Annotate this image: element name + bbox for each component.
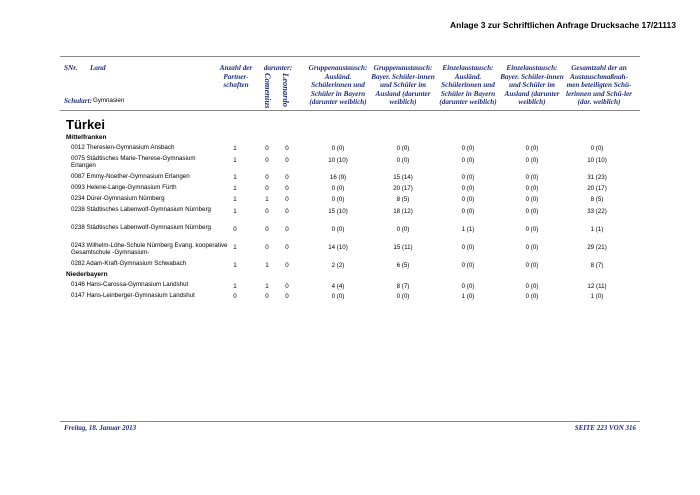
einz-ausl-cell: 0 (0)	[461, 244, 475, 251]
anzahl-cell: 1	[233, 157, 237, 164]
school-name: 0238 Städtisches Labenwolf-Gymnasium Nürnberg	[71, 224, 211, 231]
grp-bay-cell: 8 (5)	[396, 196, 410, 203]
schulart-label: Schulart:	[64, 97, 92, 105]
einz-bay-cell: 0 (0)	[525, 208, 539, 215]
einz-ausl-cell: 0 (0)	[461, 283, 475, 290]
einz-bay-cell: 0 (0)	[525, 283, 539, 290]
gesamt-cell: 31 (23)	[587, 174, 607, 181]
grp-ausl-cell: 4 (4)	[331, 283, 345, 290]
school-name: 0282 Adam-Kraft-Gymnasium Schwabach	[71, 260, 187, 267]
gesamt-cell: 20 (17)	[587, 185, 607, 192]
gesamt-cell: 10 (10)	[587, 157, 607, 164]
anzahl-cell: 1	[233, 196, 237, 203]
grp-bay-cell: 0 (0)	[396, 226, 410, 233]
einz-bay-cell: 0 (0)	[525, 293, 539, 300]
school-name: 0012 Theresien-Gymnasium Ansbach	[71, 144, 175, 151]
school-name: 0075 Städtisches Marie-Therese-Gymnasium Erlangen	[71, 155, 196, 170]
grp-ausl-cell: 14 (10)	[328, 244, 348, 251]
grp-ausl-cell: 15 (10)	[328, 208, 348, 215]
col-header-gesamt: Gesamtzahl der an Austauschmaßnah-men beteiligten Schü-lerinnen und Schü-ler (dar. weiblich)	[566, 64, 632, 107]
annex-title: Anlage 3 zur Schriftlichen Anfrage Drucksache 17/21113	[450, 20, 676, 30]
col-header-einz-ausl: Einzelaustausch: Ausländ. Schülerinnen und Schüler in Bayern (darunter weiblich)	[439, 64, 497, 107]
region-heading: Mittelfranken	[66, 134, 107, 141]
region-heading: Niederbayern	[66, 271, 108, 278]
einz-bay-cell: 0 (0)	[525, 185, 539, 192]
comenius-cell: 0	[265, 174, 269, 181]
gesamt-cell: 8 (5)	[590, 196, 604, 203]
comenius-cell: 1	[265, 262, 269, 269]
leonardo-cell: 0	[285, 157, 289, 164]
col-header-grp-bay: Gruppenaustausch: Bayer. Schüler-innen und Schüler im Ausland (darunter weiblich)	[371, 64, 435, 107]
comenius-cell: 0	[265, 157, 269, 164]
comenius-cell: 0	[265, 208, 269, 215]
grp-bay-cell: 8 (7)	[396, 283, 410, 290]
einz-bay-cell: 0 (0)	[525, 174, 539, 181]
comenius-cell: 0	[265, 244, 269, 251]
gesamt-cell: 12 (11)	[587, 283, 607, 290]
comenius-cell: 0	[265, 293, 269, 300]
leonardo-cell: 0	[285, 293, 289, 300]
col-header-anzahl: Anzahl der Partner-schaften	[219, 64, 253, 90]
gesamt-cell: 0 (0)	[590, 145, 604, 152]
anzahl-cell: 1	[233, 283, 237, 290]
comenius-cell: 0	[265, 185, 269, 192]
leonardo-cell: 0	[285, 185, 289, 192]
grp-bay-cell: 15 (14)	[393, 174, 413, 181]
leonardo-cell: 0	[285, 196, 289, 203]
anzahl-cell: 1	[233, 262, 237, 269]
comenius-cell: 0	[265, 145, 269, 152]
col-header-land: Land	[90, 64, 106, 72]
grp-ausl-cell: 0 (0)	[331, 145, 345, 152]
einz-ausl-cell: 1 (1)	[461, 226, 475, 233]
col-header-snr: SNr.	[64, 64, 78, 72]
einz-bay-cell: 0 (0)	[525, 196, 539, 203]
grp-ausl-cell: 0 (0)	[331, 196, 345, 203]
einz-bay-cell: 0 (0)	[525, 157, 539, 164]
einz-ausl-cell: 0 (0)	[461, 157, 475, 164]
grp-bay-cell: 0 (0)	[396, 293, 410, 300]
einz-ausl-cell: 0 (0)	[461, 262, 475, 269]
header-rule	[60, 56, 640, 57]
einz-bay-cell: 0 (0)	[525, 226, 539, 233]
col-header-grp-ausl: Gruppenaustausch: Ausländ. Schülerinnen und Schüler in Bayern (darunter weiblich)	[308, 64, 368, 107]
school-name: 0147 Hans-Leinberger-Gymnasium Landshut	[71, 292, 195, 299]
anzahl-cell: 1	[233, 208, 237, 215]
grp-bay-cell: 0 (0)	[396, 157, 410, 164]
leonardo-cell: 0	[285, 262, 289, 269]
header-bottom-rule	[60, 110, 640, 111]
einz-ausl-cell: 0 (0)	[461, 185, 475, 192]
anzahl-cell: 1	[233, 174, 237, 181]
leonardo-cell: 0	[285, 174, 289, 181]
gesamt-cell: 1 (0)	[590, 293, 604, 300]
leonardo-cell: 0	[285, 145, 289, 152]
anzahl-cell: 0	[233, 226, 237, 233]
einz-ausl-cell: 1 (0)	[461, 293, 475, 300]
einz-ausl-cell: 0 (0)	[461, 174, 475, 181]
school-name: 0093 Helene-Lange-Gymnasium Fürth	[71, 184, 177, 191]
grp-ausl-cell: 0 (0)	[331, 226, 345, 233]
einz-bay-cell: 0 (0)	[525, 244, 539, 251]
grp-bay-cell: 6 (5)	[396, 262, 410, 269]
school-name: 0087 Emmy-Noether-Gymnasium Erlangen	[71, 173, 190, 180]
anzahl-cell: 0	[233, 293, 237, 300]
grp-ausl-cell: 0 (0)	[331, 185, 345, 192]
gesamt-cell: 33 (22)	[587, 208, 607, 215]
grp-bay-cell: 20 (17)	[393, 185, 413, 192]
leonardo-cell: 0	[285, 208, 289, 215]
leonardo-cell: 0	[285, 244, 289, 251]
gesamt-cell: 29 (21)	[587, 244, 607, 251]
leonardo-cell: 0	[285, 226, 289, 233]
footer-page-number: SEITE 223 VON 316	[574, 424, 636, 432]
col-header-comenius: Comenius	[263, 73, 273, 109]
einz-ausl-cell: 0 (0)	[461, 208, 475, 215]
school-name: 0146 Hans-Carossa-Gymnasium Landshut	[71, 281, 189, 288]
comenius-cell: 0	[265, 226, 269, 233]
footer-rule	[60, 421, 640, 422]
school-name: 0238 Städtisches Labenwolf-Gymnasium Nürnberg	[71, 206, 211, 213]
schulart-value: Gymnasien	[93, 97, 125, 104]
einz-ausl-cell: 0 (0)	[461, 145, 475, 152]
gesamt-cell: 8 (7)	[590, 262, 604, 269]
grp-bay-cell: 15 (11)	[393, 244, 413, 251]
grp-ausl-cell: 0 (0)	[331, 293, 345, 300]
einz-bay-cell: 0 (0)	[525, 145, 539, 152]
grp-bay-cell: 0 (0)	[396, 145, 410, 152]
anzahl-cell: 1	[233, 145, 237, 152]
country-heading: Türkei	[66, 117, 106, 132]
school-name: 0243 Wilhelm-Löhe-Schule Nürnberg Evang. kooperative Gesamtschule -Gymnasium-	[71, 242, 228, 257]
col-header-einz-bay: Einzelaustausch: Bayer. Schüler-innen und Schüler im Ausland (darunter weiblich)	[500, 64, 564, 107]
school-name: 0234 Dürer-Gymnasium Nürnberg	[71, 195, 165, 202]
anzahl-cell: 1	[233, 185, 237, 192]
grp-ausl-cell: 2 (2)	[331, 262, 345, 269]
grp-bay-cell: 18 (12)	[393, 208, 413, 215]
gesamt-cell: 1 (1)	[590, 226, 604, 233]
col-header-darunter: darunter:	[263, 64, 293, 72]
footer-date: Freitag, 18. Januar 2013	[64, 424, 137, 432]
anzahl-cell: 1	[233, 244, 237, 251]
leonardo-cell: 0	[285, 283, 289, 290]
comenius-cell: 1	[265, 196, 269, 203]
einz-bay-cell: 0 (0)	[525, 262, 539, 269]
comenius-cell: 1	[265, 283, 269, 290]
grp-ausl-cell: 10 (10)	[328, 157, 348, 164]
einz-ausl-cell: 0 (0)	[461, 196, 475, 203]
col-header-leonardo: Leonardo	[281, 73, 291, 107]
grp-ausl-cell: 16 (9)	[329, 174, 347, 181]
